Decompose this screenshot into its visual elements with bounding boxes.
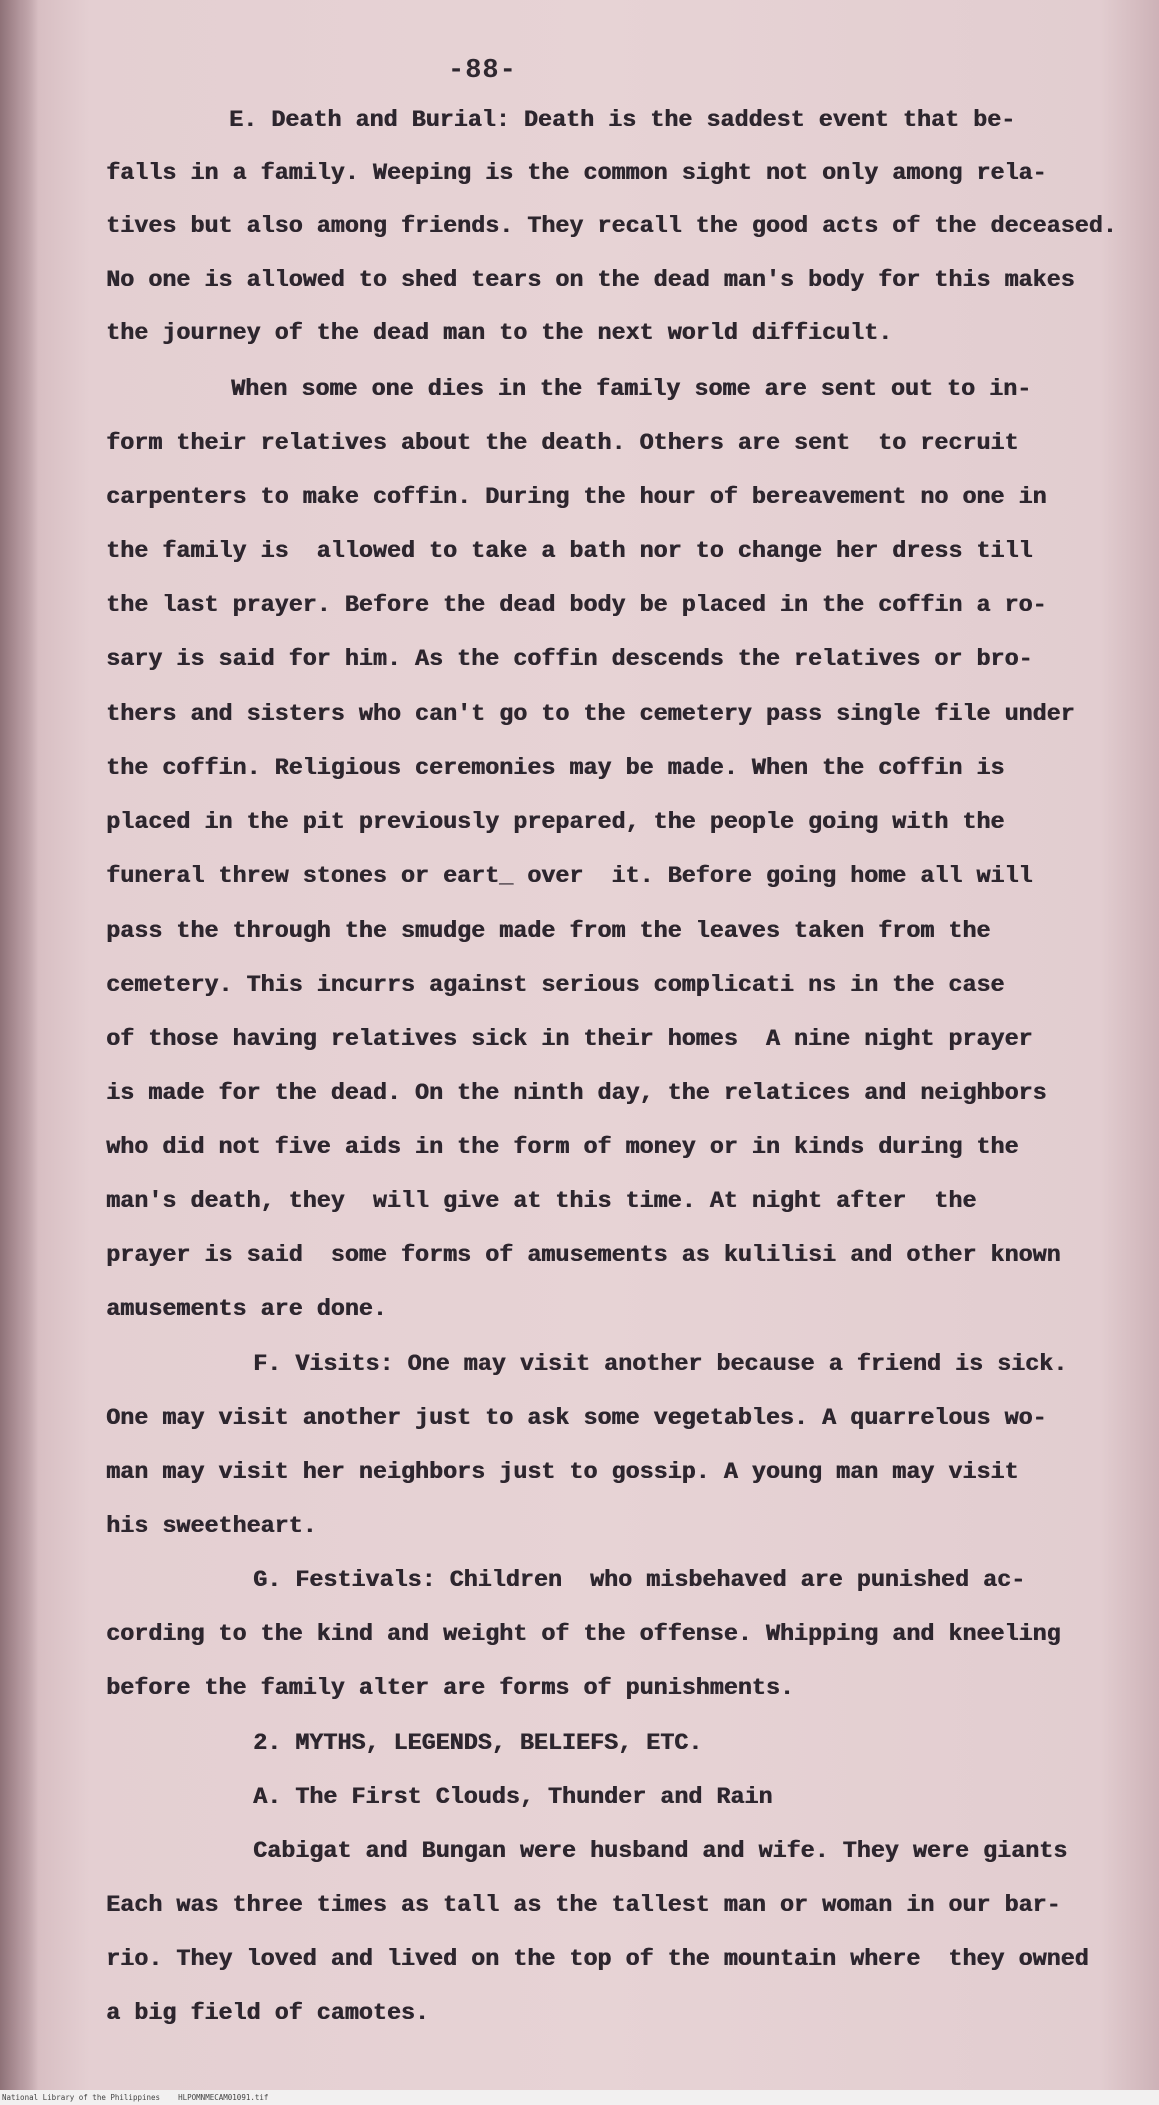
text-line: the family is allowed to take a bath nor to change her dress till	[106, 539, 1033, 565]
subsection-heading: A. The First Clouds, Thunder and Rain	[253, 1785, 773, 1811]
text-line: tives but also among friends. They recall the good acts of the deceased.	[106, 214, 1117, 240]
text-line: carpenters to make coffin. During the hour of bereavement no one in	[106, 485, 1047, 511]
text-line: before the family alter are forms of punishments.	[106, 1676, 794, 1702]
text-line: Each was three times as tall as the tallest man or woman in our bar-	[106, 1893, 1061, 1919]
text-line: cording to the kind and weight of the offense. Whipping and kneeling	[106, 1622, 1061, 1648]
text-line: man's death, they will give at this time. At night after the	[106, 1189, 977, 1215]
text-line: form their relatives about the death. Others are sent to recruit	[106, 431, 1019, 457]
text-line: F. Visits: One may visit another because a friend is sick.	[253, 1352, 1068, 1378]
section-heading: 2. MYTHS, LEGENDS, BELIEFS, ETC.	[253, 1731, 703, 1757]
text-line: of those having relatives sick in their homes A nine night prayer	[106, 1027, 1033, 1053]
text-line: falls in a family. Weeping is the common sight not only among rela-	[106, 161, 1047, 187]
text-line: Cabigat and Bungan were husband and wife. They were giants	[253, 1839, 1068, 1865]
text-line: pass the through the smudge made from the leaves taken from the	[106, 919, 991, 945]
text-line: his sweetheart.	[106, 1514, 317, 1540]
page-number: -88-	[448, 56, 517, 86]
text-line: funeral threw stones or eart_ over it. Before going home all will	[106, 864, 1033, 890]
text-line: the last prayer. Before the dead body be placed in the coffin a ro-	[106, 593, 1047, 619]
text-line: is made for the dead. On the ninth day, the relatices and neighbors	[106, 1081, 1047, 1107]
footer-text: National Library of the Philippines HLPOMNMECAM01091.tif	[2, 2093, 269, 2102]
text-line: cemetery. This incurrs against serious complicati ns in the case	[106, 973, 1005, 999]
text-line: One may visit another just to ask some vegetables. A quarrelous wo-	[106, 1406, 1047, 1432]
text-line: prayer is said some forms of amusements as kulilisi and other known	[106, 1243, 1061, 1269]
text-line: the journey of the dead man to the next world difficult.	[106, 321, 893, 347]
text-line: the coffin. Religious ceremonies may be made. When the coffin is	[106, 756, 1005, 782]
text-line: who did not five aids in the form of money or in kinds during the	[106, 1135, 1019, 1161]
binding-edge	[0, 0, 38, 2090]
text-line: When some one dies in the family some are sent out to in-	[231, 377, 1032, 403]
text-line: G. Festivals: Children who misbehaved are punished ac-	[253, 1568, 1026, 1594]
text-line: placed in the pit previously prepared, the people going with the	[106, 810, 1005, 836]
text-line: man may visit her neighbors just to gossip. A young man may visit	[106, 1460, 1019, 1486]
text-line: a big field of camotes.	[106, 2001, 429, 2027]
text-line: sary is said for him. As the coffin descends the relatives or bro-	[106, 647, 1033, 673]
text-line: rio. They loved and lived on the top of the mountain where they owned	[106, 1947, 1089, 1973]
text-line: No one is allowed to shed tears on the dead man's body for this makes	[106, 268, 1075, 294]
text-line: E. Death and Burial: Death is the saddest event that be-	[229, 108, 1016, 134]
text-line: amusements are done.	[106, 1297, 387, 1323]
text-line: thers and sisters who can't go to the cemetery pass single file under	[106, 702, 1075, 728]
